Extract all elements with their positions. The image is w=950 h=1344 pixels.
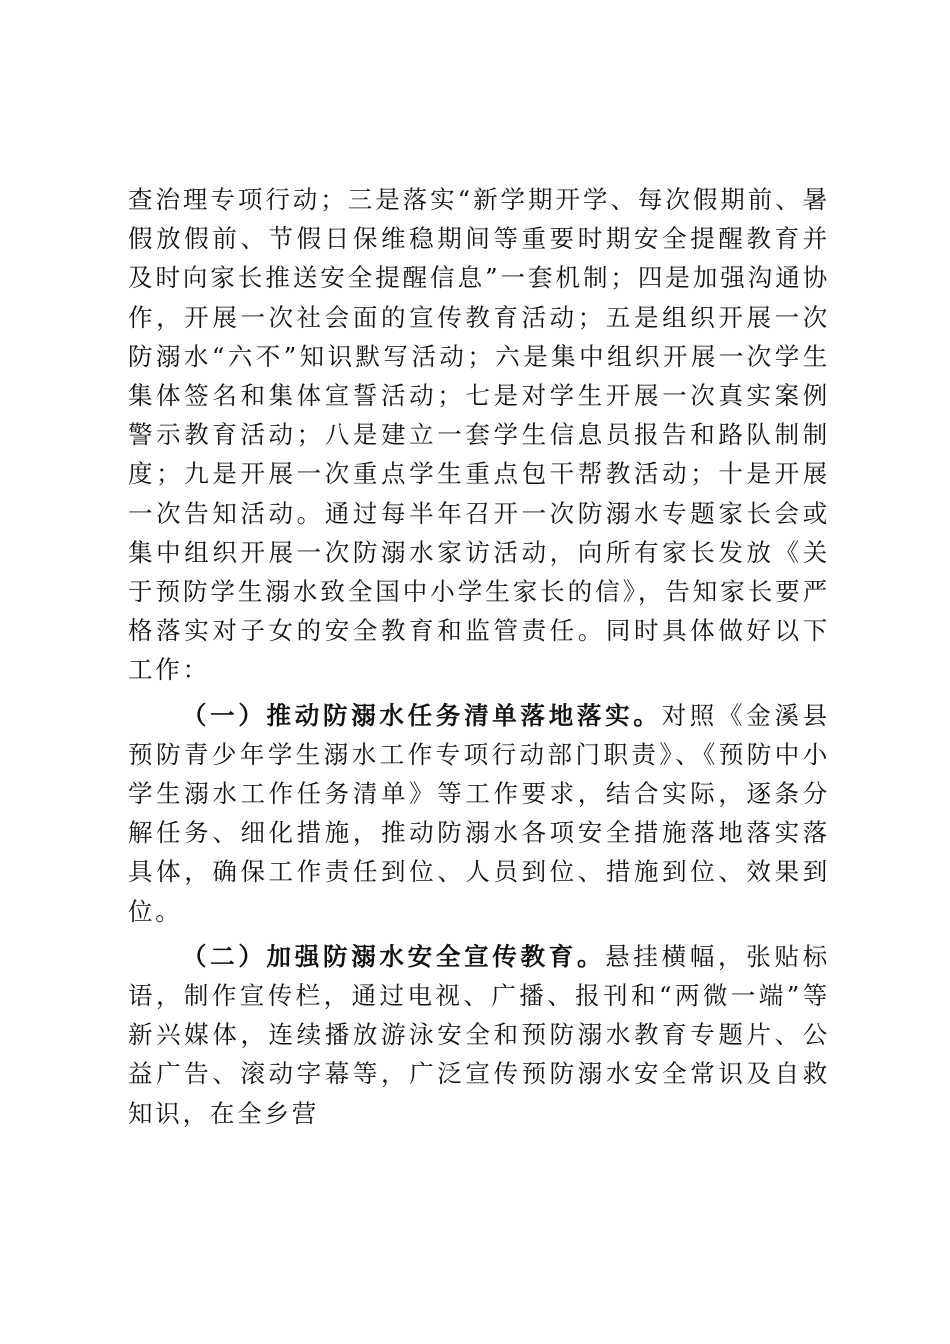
- paragraph-task-list: [128, 696, 830, 931]
- paragraph-continuation: [128, 180, 830, 690]
- paragraph-text: 对照《金溪县预防青少年学生溺水工作专项行动部门职责》、《预防中小学生溺水工作任务清单》等工作要求，结合实际，逐条分解任务、细化措施，推动防溺水各项安全措施落地落实落具体，确保工作责任到位、人员到位、措施到位、效果到位。: [128, 700, 830, 926]
- section-heading-one: （一）推动防溺水任务清单落地落实。: [181, 700, 662, 730]
- section-heading-two: （二）加强防溺水安全宣传教育。: [181, 941, 606, 971]
- paragraph-publicity: [128, 937, 830, 1133]
- document-body: [128, 180, 830, 1133]
- paragraph-text: 悬挂横幅，张贴标语，制作宣传栏，通过电视、广播、报刊和“两微一端”等新兴媒体，连续播放游泳安全和预防溺水教育专题片、公益广告、滚动字幕等，广泛宣传预防溺水安全常识及自救知识，在全乡营: [128, 941, 830, 1128]
- paragraph-text: 查治理专项行动；三是落实“新学期开学、每次假期前、暑假放假前、节假日保维稳期间等重要时期安全提醒教育并及时向家长推送安全提醒信息”一套机制；四是加强沟通协作，开展一次社会面的宣传教育活动；五是组织开展一次防溺水“六不”知识默写活动；六是集中组织开展一次学生集体签名和集体宣誓活动；七是对学生开展一次真实案例警示教育活动；八是建立一套学生信息员报告和路队制制度；九是开展一次重点学生重点包干帮教活动；十是开展一次告知活动。通过每半年召开一次防溺水专题家长会或集中组织开展一次防溺水家访活动，向所有家长发放《关于预防学生溺水致全国中小学生家长的信》，告知家长要严格落实对子女的安全教育和监管责任。同时具体做好以下工作：: [128, 185, 830, 685]
